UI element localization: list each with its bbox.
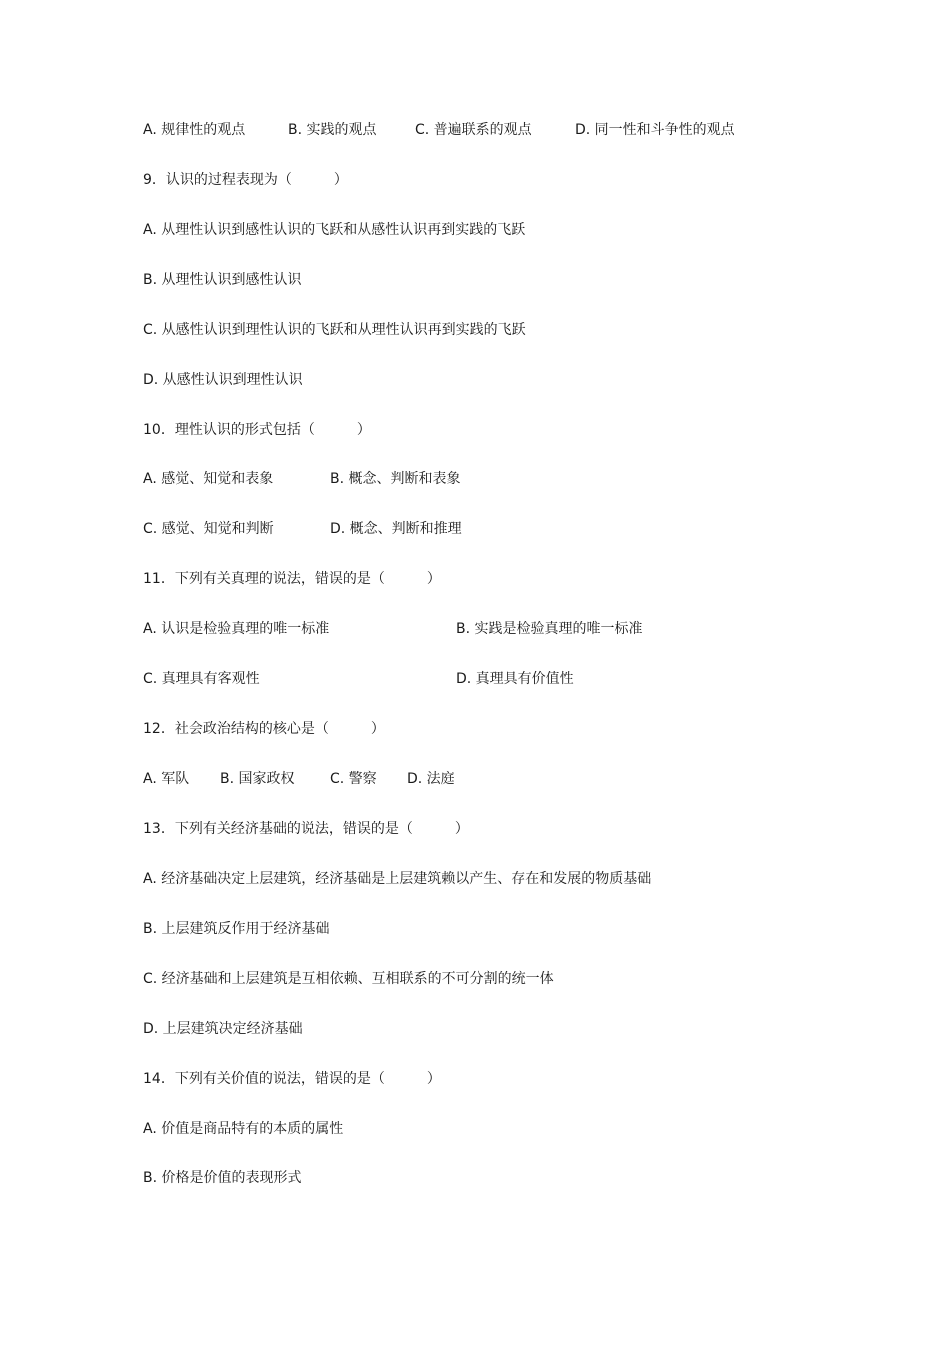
q9-stem: 9．认识的过程表现为（ ） xyxy=(143,172,348,188)
q12-stem: 12．社会政治结构的核心是（ ） xyxy=(143,721,385,737)
q13-option-b: B. 上层建筑反作用于经济基础 xyxy=(143,921,330,937)
q12-option-c: C. 警察 xyxy=(330,771,377,787)
q12-option-d: D. 法庭 xyxy=(407,771,455,787)
q8-option-b: B. 实践的观点 xyxy=(288,122,377,138)
q14-option-a: A. 价值是商品特有的本质的属性 xyxy=(143,1121,344,1137)
q14-stem: 14．下列有关价值的说法，错误的是（ ） xyxy=(143,1071,441,1087)
q9-option-b: B. 从理性认识到感性认识 xyxy=(143,272,302,288)
q9-option-a: A. 从理性认识到感性认识的飞跃和从感性认识再到实践的飞跃 xyxy=(143,222,526,238)
q10-option-d: D. 概念、判断和推理 xyxy=(330,521,462,537)
q8-option-a: A. 规律性的观点 xyxy=(143,122,246,138)
q9-option-c: C. 从感性认识到理性认识的飞跃和从理性认识再到实践的飞跃 xyxy=(143,322,526,338)
q13-option-a: A. 经济基础决定上层建筑，经济基础是上层建筑赖以产生、存在和发展的物质基础 xyxy=(143,871,652,887)
q10-option-a: A. 感觉、知觉和表象 xyxy=(143,471,274,487)
q9-option-d: D. 从感性认识到理性认识 xyxy=(143,372,303,388)
q13-stem: 13．下列有关经济基础的说法，错误的是（ ） xyxy=(143,821,469,837)
q8-option-d: D. 同一性和斗争性的观点 xyxy=(575,122,735,138)
q10-option-b: B. 概念、判断和表象 xyxy=(330,471,461,487)
q8-option-c: C. 普遍联系的观点 xyxy=(415,122,532,138)
q13-option-d: D. 上层建筑决定经济基础 xyxy=(143,1021,303,1037)
q11-option-b: B. 实践是检验真理的唯一标准 xyxy=(456,621,643,637)
q14-option-b: B. 价格是价值的表现形式 xyxy=(143,1170,302,1186)
q10-option-c: C. 感觉、知觉和判断 xyxy=(143,521,274,537)
q11-option-d: D. 真理具有价值性 xyxy=(456,671,574,687)
q10-stem: 10．理性认识的形式包括（ ） xyxy=(143,422,371,438)
q12-option-b: B. 国家政权 xyxy=(220,771,295,787)
q12-option-a: A. 军队 xyxy=(143,771,190,787)
q11-option-a: A. 认识是检验真理的唯一标准 xyxy=(143,621,330,637)
q11-option-c: C. 真理具有客观性 xyxy=(143,671,260,687)
q13-option-c: C. 经济基础和上层建筑是互相依赖、互相联系的不可分割的统一体 xyxy=(143,971,554,987)
q11-stem: 11．下列有关真理的说法，错误的是（ ） xyxy=(143,571,441,587)
